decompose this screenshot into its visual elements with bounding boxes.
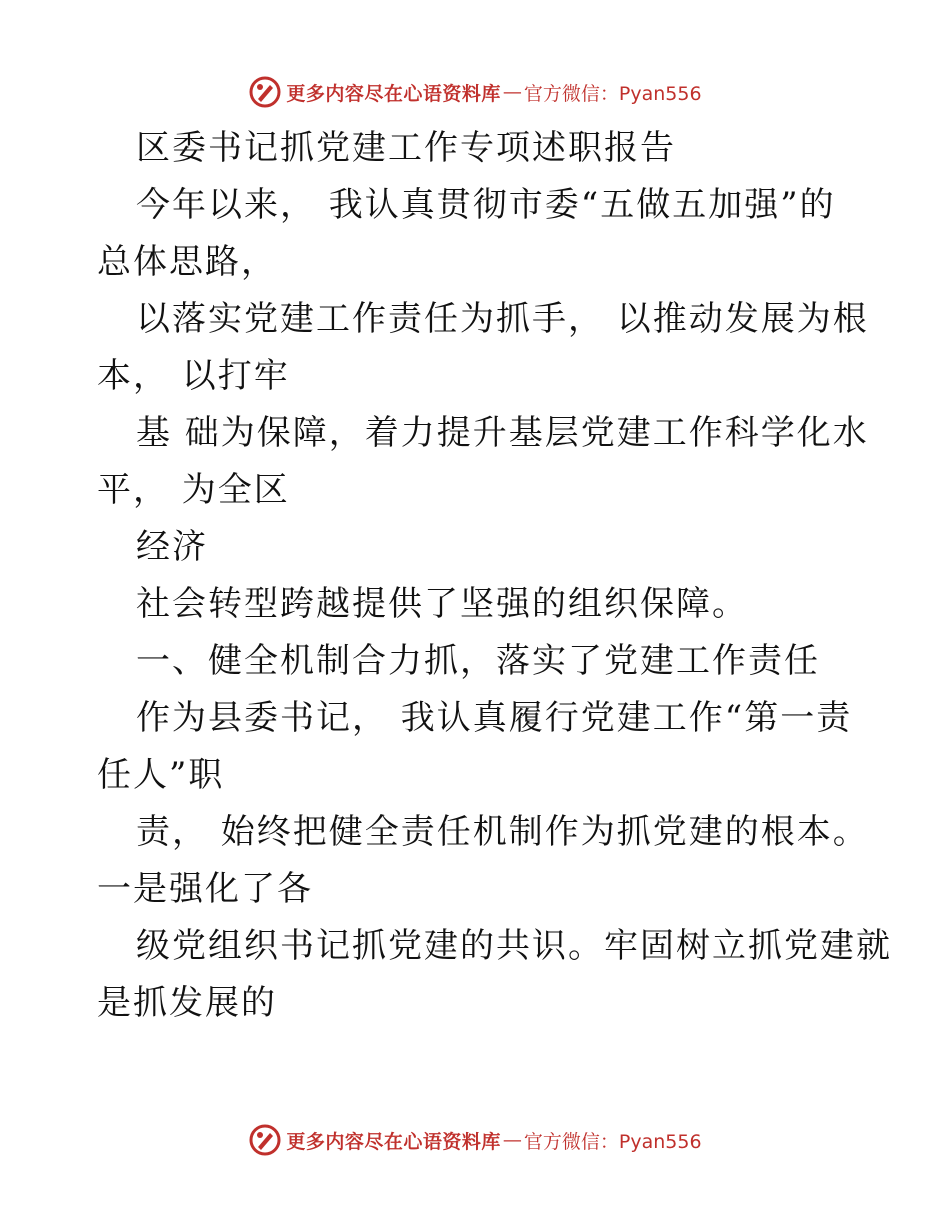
paragraph-line: 一是强化了各 bbox=[97, 869, 313, 909]
watermark-banner-top bbox=[0, 72, 950, 112]
watermark-banner-bottom bbox=[0, 1120, 950, 1160]
paragraph-line: 总体思路， bbox=[97, 242, 277, 282]
section-heading: 一、健全机制合力抓，落实了党建工作责任 bbox=[136, 641, 820, 681]
watermark-dash: — bbox=[502, 81, 522, 103]
paragraph-line: 今年以来， 我认真贯彻市委“五做五加强”的 bbox=[136, 185, 836, 225]
paragraph-line: 基 础为保障，着力提升基层党建工作科学化水 bbox=[136, 413, 869, 453]
brand-logo-icon bbox=[248, 75, 282, 109]
paragraph-line: 平， 为全区 bbox=[97, 470, 290, 510]
watermark-contact: 官方微信：Pyan556 bbox=[523, 82, 702, 105]
paragraph-line: 经济 bbox=[136, 527, 208, 567]
document-title: 区委书记抓党建工作专项述职报告 bbox=[136, 128, 676, 168]
watermark-title: 更多内容尽在心语资料库 bbox=[286, 82, 501, 105]
paragraph-line: 级党组织书记抓党建的共识。牢固树立抓党建就 bbox=[136, 926, 892, 966]
watermark-title: 更多内容尽在心语资料库 bbox=[286, 1130, 501, 1153]
brand-logo-icon bbox=[248, 1123, 282, 1157]
paragraph-line: 是抓发展的 bbox=[97, 983, 277, 1023]
paragraph-line: 社会转型跨越提供了坚强的组织保障。 bbox=[136, 584, 748, 624]
watermark-contact: 官方微信：Pyan556 bbox=[523, 1130, 702, 1153]
paragraph-line: 责， 始终把健全责任机制作为抓党建的根本。 bbox=[136, 812, 869, 852]
paragraph-line: 任人”职 bbox=[97, 755, 225, 795]
paragraph-line: 以落实党建工作责任为抓手， 以推动发展为根 bbox=[136, 299, 869, 339]
paragraph-line: 本， 以打牢 bbox=[97, 356, 290, 396]
paragraph-line: 作为县委书记， 我认真履行党建工作“第一责 bbox=[136, 698, 853, 738]
watermark-dash: — bbox=[502, 1129, 522, 1151]
